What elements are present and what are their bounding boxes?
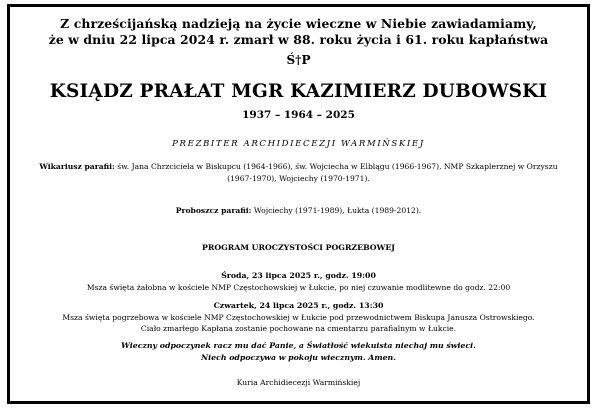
- pastor-line: [10, 206, 587, 215]
- prayer-line-1: Wieczny odpoczynek racz mu dać Panie, a Światłość wiekuista niechaj mu świeci.: [121, 341, 476, 350]
- vicar-label: Wikariusz parafii:: [39, 162, 115, 171]
- vicar-line-2: (1967-1970), Wojciechy (1970-1971).: [227, 174, 370, 183]
- sp-marker: Ś†P: [286, 53, 311, 67]
- vicar-text: św. Jana Chrzciciela w Biskupcu (1964-1966), św. Wojciecha w Elblągu (1966-1967), NMP Szkaplerznej w Orzyszu: [114, 162, 558, 171]
- deceased-name: KSIĄDZ PRAŁAT MGR KAZIMIERZ DUBOWSKI: [49, 81, 548, 102]
- pastor-text: Wojciechy (1971-1989), Łukta (1989-2012).: [251, 206, 422, 215]
- footer-signature: Kuria Archidiecezji Warmińskiej: [236, 378, 361, 387]
- obituary-frame: [7, 4, 590, 404]
- life-years: 1937 – 1964 – 2025: [242, 109, 355, 121]
- intro-line-1: Z chrześcijańską nadzieją na życie wieczne w Niebie zawiadamiamy,: [60, 16, 537, 31]
- obituary-content: [10, 7, 587, 401]
- intro-line-2: że w dniu 22 lipca 2024 r. zmarł w 88. roku życia i 61. roku kapłaństwa: [48, 32, 549, 47]
- day2-desc-1: Msza święta pogrzebowa w kościele NMP Częstochowskiej w Łukcie pod przewodnictwem Biskupa Janusza Ostrowskiego.: [62, 313, 535, 322]
- vicar-line-1: [10, 162, 587, 171]
- day2-date: Czwartek, 24 lipca 2025 r., godz. 13:30: [213, 301, 384, 310]
- day1-desc: Msza święta żałobna w kościele NMP Częstochowskiej w Łukcie, po niej czuwanie modlitewne do godz. 22:00: [86, 283, 511, 292]
- prayer-line-2: Niech odpoczywa w pokoju wiecznym. Amen.: [201, 353, 396, 362]
- day1-date: Środa, 23 lipca 2025 r., godz. 19:00: [221, 271, 376, 280]
- program-title: PROGRAM UROCZYSTOŚCI POGRZEBOWEJ: [202, 243, 395, 252]
- pastor-label: Proboszcz parafii:: [175, 206, 252, 215]
- day2-desc-2: Ciało zmarłego Kapłana zostanie pochowane na cmentarzu parafialnym w Łukcie.: [140, 324, 457, 333]
- role-title: PREZBITER ARCHIDIECEZJI WARMIŃSKIEJ: [172, 139, 425, 149]
